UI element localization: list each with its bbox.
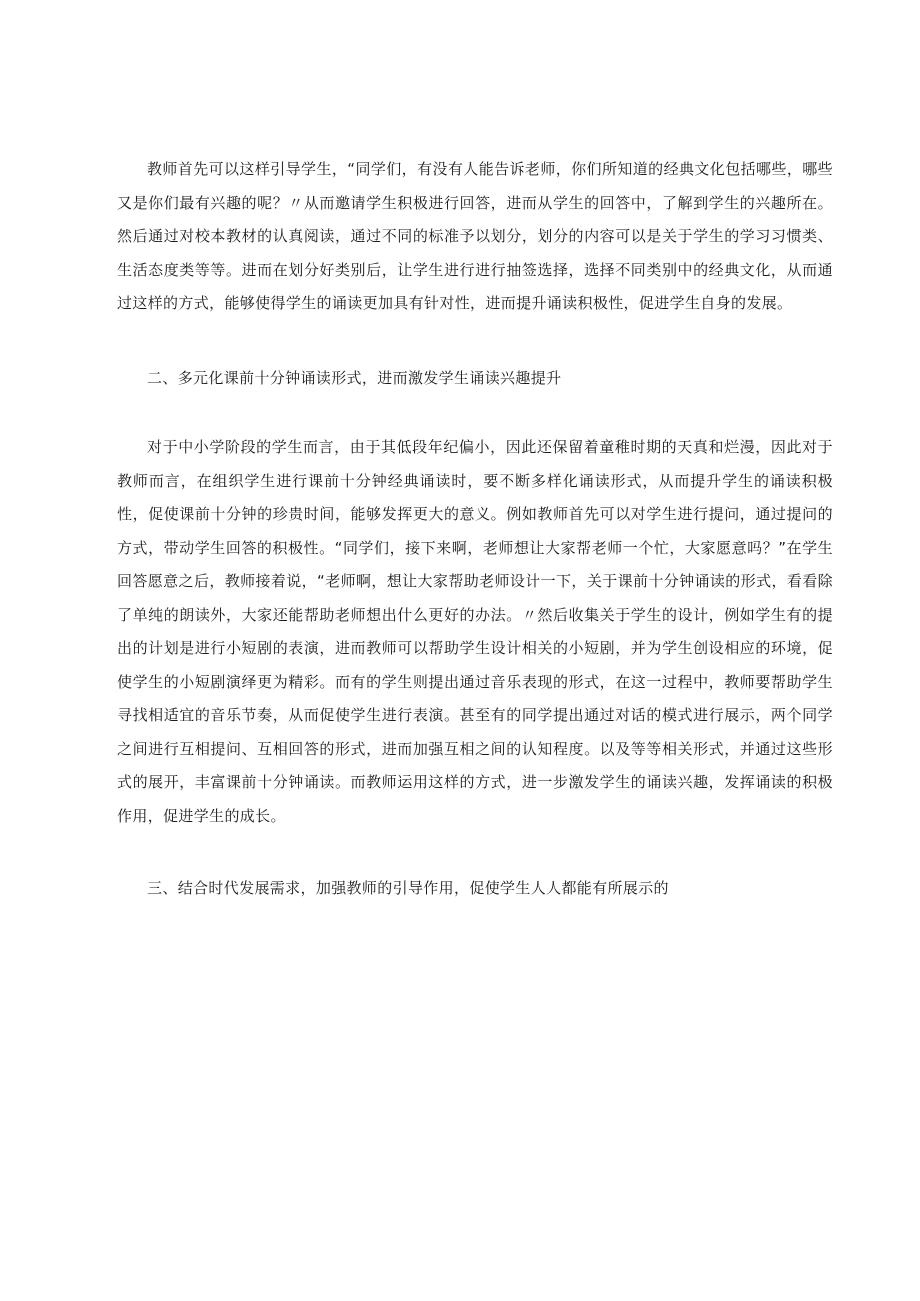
- paragraph-spacer: [117, 395, 833, 431]
- document-body: [117, 153, 833, 906]
- section-heading-3: 三、结合时代发展需求，加强教师的引导作用，促使学生人人都能有所展示的: [147, 879, 669, 897]
- paragraph-diversified-forms: 对于中小学阶段的学生而言，由于其低段年纪偏小，因此还保留着童稚时期的天真和烂漫，因此对于教师而言，在组织学生进行课前十分钟经典诵读时，要不断多样化诵读形式，从而提升学生的诵读积极性，促使课前十分钟的珍贵时间，能够发挥更大的意义。例如教师首先可以对学生进行提问，通过提问的方式，带动学生回答的积极性。“同学们，接下来啊，老师想让大家帮老师一个忙，大家愿意吗？”在学生回答愿意之后，教师接着说，“老师啊，想让大家帮助老师设计一下，关于课前十分钟诵读的形式，看看除了单纯的朗读外，大家还能帮助老师想出什么更好的办法。〃然后收集关于学生的设计，例如学生有的提出的计划是进行小短剧的表演，进而教师可以帮助学生设计相关的小短剧，并为学生创设相应的环境，促使学生的小短剧演绎更为精彩。而有的学生则提出通过音乐表现的形式，在这一过程中，教师要帮助学生寻找相适宜的音乐节奏，从而促使学生进行表演。甚至有的同学提出通过对话的模式进行展示，两个同学之间进行互相提问、互相回答的形式，进而加强互相之间的认知程度。以及等等相关形式，并通过这些形式的展开，丰富课前十分钟诵读。而教师运用这样的方式，进一步激发学生的诵读兴趣，发挥诵读的积极作用，促进学生的成长。: [117, 438, 833, 825]
- paragraph-spacer: [117, 833, 833, 872]
- section-heading-2: 二、多元化课前十分钟诵读形式，进而激发学生诵读兴趣提升: [147, 368, 562, 387]
- paragraph-spacer: [117, 321, 833, 362]
- paragraph-classic-culture-guidance: 教师首先可以这样引导学生，“同学们，有没有人能告诉老师，你们所知道的经典文化包括哪些，哪些又是你们最有兴趣的呢？〃从而邀请学生积极进行回答，进而从学生的回答中，了解到学生的兴趣所在。然后通过对校本教材的认真阅读，通过不同的标准予以划分，划分的内容可以是关于学生的学习习惯类、生活态度类等等。进而在划分好类别后，让学生进行进行抽签选择，选择不同类别中的经典文化，从而通过这样的方式，能够使得学生的诵读更加具有针对性，进而提升诵读积极性，促进学生自身的发展。: [117, 160, 833, 312]
